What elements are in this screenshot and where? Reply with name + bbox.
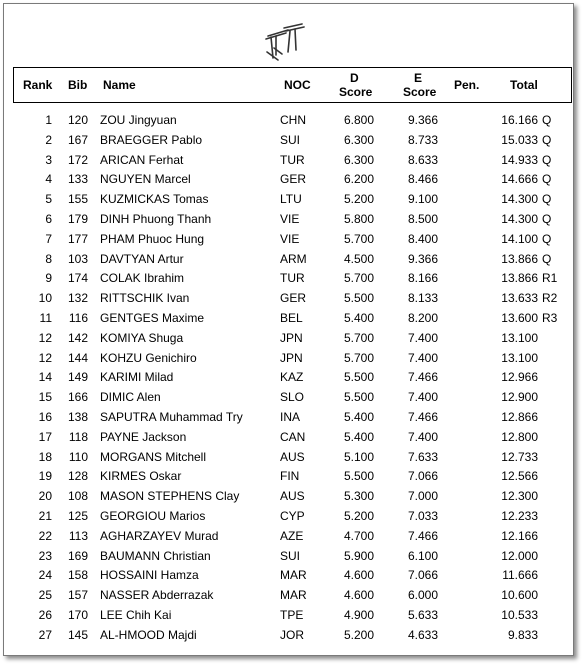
noc-cell: CAN [280, 429, 306, 444]
athlete-name-cell: GEORGIOU Marios [100, 509, 206, 523]
bib-cell: 179 [67, 212, 88, 226]
bib-cell: 138 [67, 410, 88, 424]
table-row [4, 289, 573, 308]
table-row [4, 329, 573, 348]
rank-cell: 19 [38, 469, 52, 484]
e-score-cell: 8.200 [407, 311, 438, 325]
athlete-name-cell: AGHARZAYEV Murad [100, 528, 219, 543]
athlete-name-cell: PHAM Phuoc Hung [100, 231, 205, 246]
noc-cell: AUS [280, 489, 305, 504]
athlete-name-cell: RITTSCHIK Ivan [100, 291, 190, 306]
bib-cell: 108 [67, 489, 88, 504]
d-score-cell: 5.200 [343, 192, 374, 207]
e-score-cell: 7.066 [407, 469, 438, 484]
table-row [4, 309, 573, 328]
e-score-cell: 5.633 [407, 608, 438, 622]
table-row [4, 527, 573, 546]
athlete-name-cell: KARIMI Milad [100, 370, 174, 385]
header-bib: Bib [68, 78, 88, 92]
total-cell: 12.966 [501, 370, 538, 385]
e-score-cell: 7.400 [407, 330, 438, 345]
athlete-name-cell: BAUMANN Christian [100, 548, 211, 563]
qualification-cell: Q [542, 231, 552, 246]
athlete-name-cell: KIRMES Oskar [100, 469, 182, 484]
e-score-cell: 8.466 [407, 172, 438, 187]
noc-cell: TUR [280, 152, 305, 167]
qualification-cell: Q [542, 212, 552, 226]
athlete-name-cell: COLAK Ibrahim [100, 271, 185, 286]
rank-cell: 20 [38, 489, 52, 504]
qualification-cell: Q [542, 251, 552, 266]
noc-cell: JPN [280, 350, 303, 365]
noc-cell: CHN [280, 113, 306, 127]
total-cell: 12.866 [501, 410, 538, 424]
e-score-cell: 7.400 [407, 390, 438, 405]
rank-cell: 8 [45, 251, 52, 266]
qualification-cell: Q [542, 172, 552, 187]
d-score-cell: 4.700 [343, 528, 374, 543]
rank-cell: 14 [38, 370, 52, 385]
bib-cell: 118 [68, 429, 88, 444]
athlete-name-cell: LEE Chih Kai [100, 608, 172, 622]
table-row [4, 349, 573, 368]
table-row [4, 428, 573, 447]
noc-cell: JOR [280, 627, 304, 642]
d-score-cell: 5.300 [343, 489, 374, 504]
total-cell: 15.033 [501, 132, 538, 147]
bib-cell: 125 [67, 509, 88, 523]
e-score-cell: 7.400 [407, 350, 438, 365]
total-cell: 9.833 [507, 627, 538, 642]
rank-cell: 3 [45, 152, 52, 167]
d-score-cell: 5.800 [343, 212, 374, 226]
total-cell: 10.533 [501, 608, 538, 622]
d-score-cell: 5.500 [343, 469, 374, 484]
total-cell: 14.100 [501, 231, 538, 246]
e-score-cell: 7.033 [407, 509, 438, 523]
total-cell: 12.566 [501, 469, 538, 484]
bib-cell: 149 [67, 370, 88, 385]
d-score-cell: 4.600 [343, 568, 374, 583]
total-cell: 13.100 [501, 350, 538, 365]
noc-cell: AUS [280, 449, 305, 464]
d-score-cell: 5.400 [343, 429, 374, 444]
e-score-cell: 7.466 [407, 410, 438, 424]
table-row [4, 448, 573, 467]
table-row [4, 368, 573, 387]
d-score-cell: 6.300 [343, 132, 374, 147]
rank-cell: 15 [38, 390, 52, 405]
table-row [4, 190, 573, 209]
table-row [4, 586, 573, 605]
total-cell: 14.300 [501, 192, 538, 207]
e-score-cell: 8.400 [407, 231, 438, 246]
e-score-cell: 6.000 [407, 588, 438, 603]
results-document [3, 3, 574, 656]
noc-cell: TUR [280, 271, 305, 286]
noc-cell: CYP [280, 509, 305, 523]
e-score-cell: 8.633 [407, 152, 438, 167]
athlete-name-cell: HOSSAINI Hamza [100, 568, 199, 583]
qualification-cell: R2 [542, 291, 558, 306]
d-score-cell: 5.200 [343, 509, 374, 523]
e-score-cell: 8.166 [407, 271, 438, 286]
total-cell: 12.166 [501, 528, 538, 543]
e-score-cell: 9.100 [407, 192, 438, 207]
table-row [4, 210, 573, 229]
total-cell: 14.666 [501, 172, 538, 187]
e-score-cell: 8.133 [407, 291, 438, 306]
bib-cell: 169 [67, 548, 88, 563]
total-cell: 13.866 [501, 251, 538, 266]
rank-cell: 18 [38, 449, 52, 464]
d-score-cell: 5.400 [343, 311, 374, 325]
e-score-cell: 7.466 [407, 370, 438, 385]
d-score-cell: 6.800 [343, 113, 374, 127]
noc-cell: SUI [280, 548, 301, 563]
rank-cell: 17 [38, 429, 52, 444]
bib-cell: 157 [67, 588, 88, 603]
table-row [4, 547, 573, 566]
bib-cell: 103 [67, 251, 88, 266]
d-score-cell: 4.900 [343, 608, 374, 622]
total-cell: 12.233 [501, 509, 538, 523]
header-noc: NOC [284, 78, 311, 92]
table-row [4, 606, 573, 625]
total-cell: 13.633 [501, 291, 538, 306]
d-score-cell: 6.300 [343, 152, 374, 167]
table-row [4, 388, 573, 407]
total-cell: 10.600 [501, 588, 538, 603]
header-name: Name [103, 78, 136, 92]
rank-cell: 10 [38, 291, 52, 306]
total-cell: 14.300 [501, 212, 538, 226]
d-score-cell: 4.500 [343, 251, 374, 266]
noc-cell: KAZ [280, 370, 304, 385]
noc-cell: INA [280, 410, 301, 424]
d-score-cell: 5.400 [343, 410, 374, 424]
noc-cell: TPE [280, 608, 304, 622]
d-score-cell: 5.200 [343, 627, 374, 642]
bib-cell: 145 [67, 627, 88, 642]
athlete-name-cell: GENTGES Maxime [100, 311, 205, 325]
noc-cell: ARM [280, 251, 307, 266]
table-row [4, 269, 573, 288]
bib-cell: 116 [68, 311, 88, 325]
header-e-line1: E [414, 71, 423, 85]
qualification-cell: Q [542, 132, 552, 147]
table-row [4, 170, 573, 189]
parallel-bars-icon [262, 22, 308, 62]
rank-cell: 26 [38, 608, 52, 622]
table-row [4, 467, 573, 486]
d-score-cell: 5.700 [343, 330, 374, 345]
d-score-cell: 5.900 [343, 548, 374, 563]
e-score-cell: 7.466 [407, 528, 438, 543]
d-score-cell: 5.100 [343, 449, 374, 464]
rank-cell: 1 [45, 113, 52, 127]
athlete-name-cell: ZOU Jingyuan [100, 113, 177, 127]
bib-cell: 110 [68, 449, 88, 464]
e-score-cell: 7.400 [407, 429, 438, 444]
athlete-name-cell: PAYNE Jackson [100, 429, 187, 444]
rank-cell: 25 [38, 588, 52, 603]
header-pen: Pen. [454, 78, 480, 92]
total-cell: 11.666 [502, 568, 538, 583]
athlete-name-cell: NASSER Abderrazak [100, 588, 214, 603]
table-row [4, 408, 573, 427]
e-score-cell: 7.066 [407, 568, 438, 583]
rank-cell: 23 [38, 548, 52, 563]
rank-cell: 5 [45, 192, 52, 207]
e-score-cell: 9.366 [407, 251, 438, 266]
athlete-name-cell: SAPUTRA Muhammad Try [100, 410, 243, 424]
bib-cell: 158 [67, 568, 88, 583]
total-cell: 12.733 [501, 449, 538, 464]
table-row [4, 566, 573, 585]
rank-cell: 24 [38, 568, 52, 583]
total-cell: 12.800 [501, 429, 538, 444]
noc-cell: VIE [280, 231, 300, 246]
total-cell: 12.300 [501, 489, 538, 504]
qualification-cell: Q [542, 113, 552, 127]
athlete-name-cell: KOHZU Genichiro [100, 350, 197, 365]
table-row [4, 250, 573, 269]
bib-cell: 142 [67, 330, 88, 345]
header-rank: Rank [23, 78, 53, 92]
d-score-cell: 5.500 [343, 390, 374, 405]
table-header [13, 67, 572, 103]
rank-cell: 9 [45, 271, 52, 286]
rank-cell: 27 [38, 627, 52, 642]
noc-cell: AZE [280, 528, 304, 543]
athlete-name-cell: KOMIYA Shuga [100, 330, 184, 345]
athlete-name-cell: NGUYEN Marcel [100, 172, 191, 187]
bib-cell: 170 [67, 608, 88, 622]
qualification-cell: R3 [542, 311, 558, 325]
table-row [4, 111, 573, 130]
noc-cell: MAR [280, 588, 307, 603]
rank-cell: 2 [45, 132, 52, 147]
noc-cell: FIN [280, 469, 300, 484]
bib-cell: 128 [67, 469, 88, 484]
d-score-cell: 5.700 [343, 231, 374, 246]
d-score-cell: 6.200 [343, 172, 374, 187]
rank-cell: 22 [38, 528, 52, 543]
rank-cell: 16 [38, 410, 52, 424]
d-score-cell: 4.600 [343, 588, 374, 603]
total-cell: 13.100 [501, 330, 538, 345]
bib-cell: 166 [67, 390, 88, 405]
header-d-line2: Score [339, 85, 373, 99]
noc-cell: MAR [280, 568, 307, 583]
athlete-name-cell: MASON STEPHENS Clay [100, 489, 240, 504]
e-score-cell: 7.000 [407, 489, 438, 504]
noc-cell: JPN [280, 330, 303, 345]
athlete-name-cell: BRAEGGER Pablo [100, 132, 203, 147]
header-total: Total [510, 78, 538, 92]
athlete-name-cell: MORGANS Mitchell [100, 449, 207, 464]
table-row [4, 626, 573, 645]
total-cell: 14.933 [501, 152, 538, 167]
d-score-cell: 5.700 [343, 350, 374, 365]
athlete-name-cell: KUZMICKAS Tomas [100, 192, 209, 207]
bib-cell: 155 [67, 192, 88, 207]
e-score-cell: 6.100 [407, 548, 438, 563]
noc-cell: GER [280, 172, 307, 187]
athlete-name-cell: AL-HMOOD Majdi [100, 627, 197, 642]
noc-cell: LTU [280, 192, 302, 207]
bib-cell: 133 [67, 172, 88, 187]
qualification-cell: Q [542, 152, 552, 167]
d-score-cell: 5.700 [343, 271, 374, 286]
e-score-cell: 8.500 [407, 212, 438, 226]
athlete-name-cell: DIMIC Alen [100, 390, 161, 405]
rank-cell: 11 [39, 311, 52, 325]
noc-cell: SUI [280, 132, 301, 147]
table-row [4, 151, 573, 170]
rank-cell: 4 [45, 172, 52, 187]
total-cell: 12.900 [501, 390, 538, 405]
total-cell: 12.000 [501, 548, 538, 563]
noc-cell: SLO [280, 390, 305, 405]
bib-cell: 120 [67, 113, 88, 127]
noc-cell: BEL [280, 311, 303, 325]
athlete-name-cell: DINH Phuong Thanh [100, 212, 212, 226]
qualification-cell: R1 [542, 271, 558, 286]
bib-cell: 167 [67, 132, 88, 147]
athlete-name-cell: DAVTYAN Artur [100, 251, 184, 266]
e-score-cell: 8.733 [407, 132, 438, 147]
e-score-cell: 7.633 [407, 449, 438, 464]
bib-cell: 144 [67, 350, 88, 365]
noc-cell: VIE [280, 212, 300, 226]
qualification-cell: Q [542, 192, 552, 207]
bib-cell: 177 [67, 231, 88, 246]
table-row [4, 131, 573, 150]
total-cell: 13.600 [501, 311, 538, 325]
table-row [4, 487, 573, 506]
rank-cell: 6 [45, 212, 52, 226]
rank-cell: 12 [38, 330, 52, 345]
table-row [4, 230, 573, 249]
d-score-cell: 5.500 [343, 291, 374, 306]
bib-cell: 113 [68, 528, 88, 543]
bib-cell: 172 [67, 152, 88, 167]
noc-cell: GER [280, 291, 307, 306]
header-d-line1: D [350, 71, 359, 85]
rank-cell: 12 [38, 350, 52, 365]
e-score-cell: 9.366 [407, 113, 438, 127]
e-score-cell: 4.633 [407, 627, 438, 642]
athlete-name-cell: ARICAN Ferhat [100, 152, 184, 167]
header-e-line2: Score [403, 85, 437, 99]
table-row [4, 507, 573, 526]
rank-cell: 7 [45, 231, 52, 246]
total-cell: 13.866 [501, 271, 538, 286]
bib-cell: 174 [67, 271, 88, 286]
total-cell: 16.166 [501, 113, 538, 127]
bib-cell: 132 [67, 291, 88, 306]
rank-cell: 21 [38, 509, 52, 523]
d-score-cell: 5.500 [343, 370, 374, 385]
